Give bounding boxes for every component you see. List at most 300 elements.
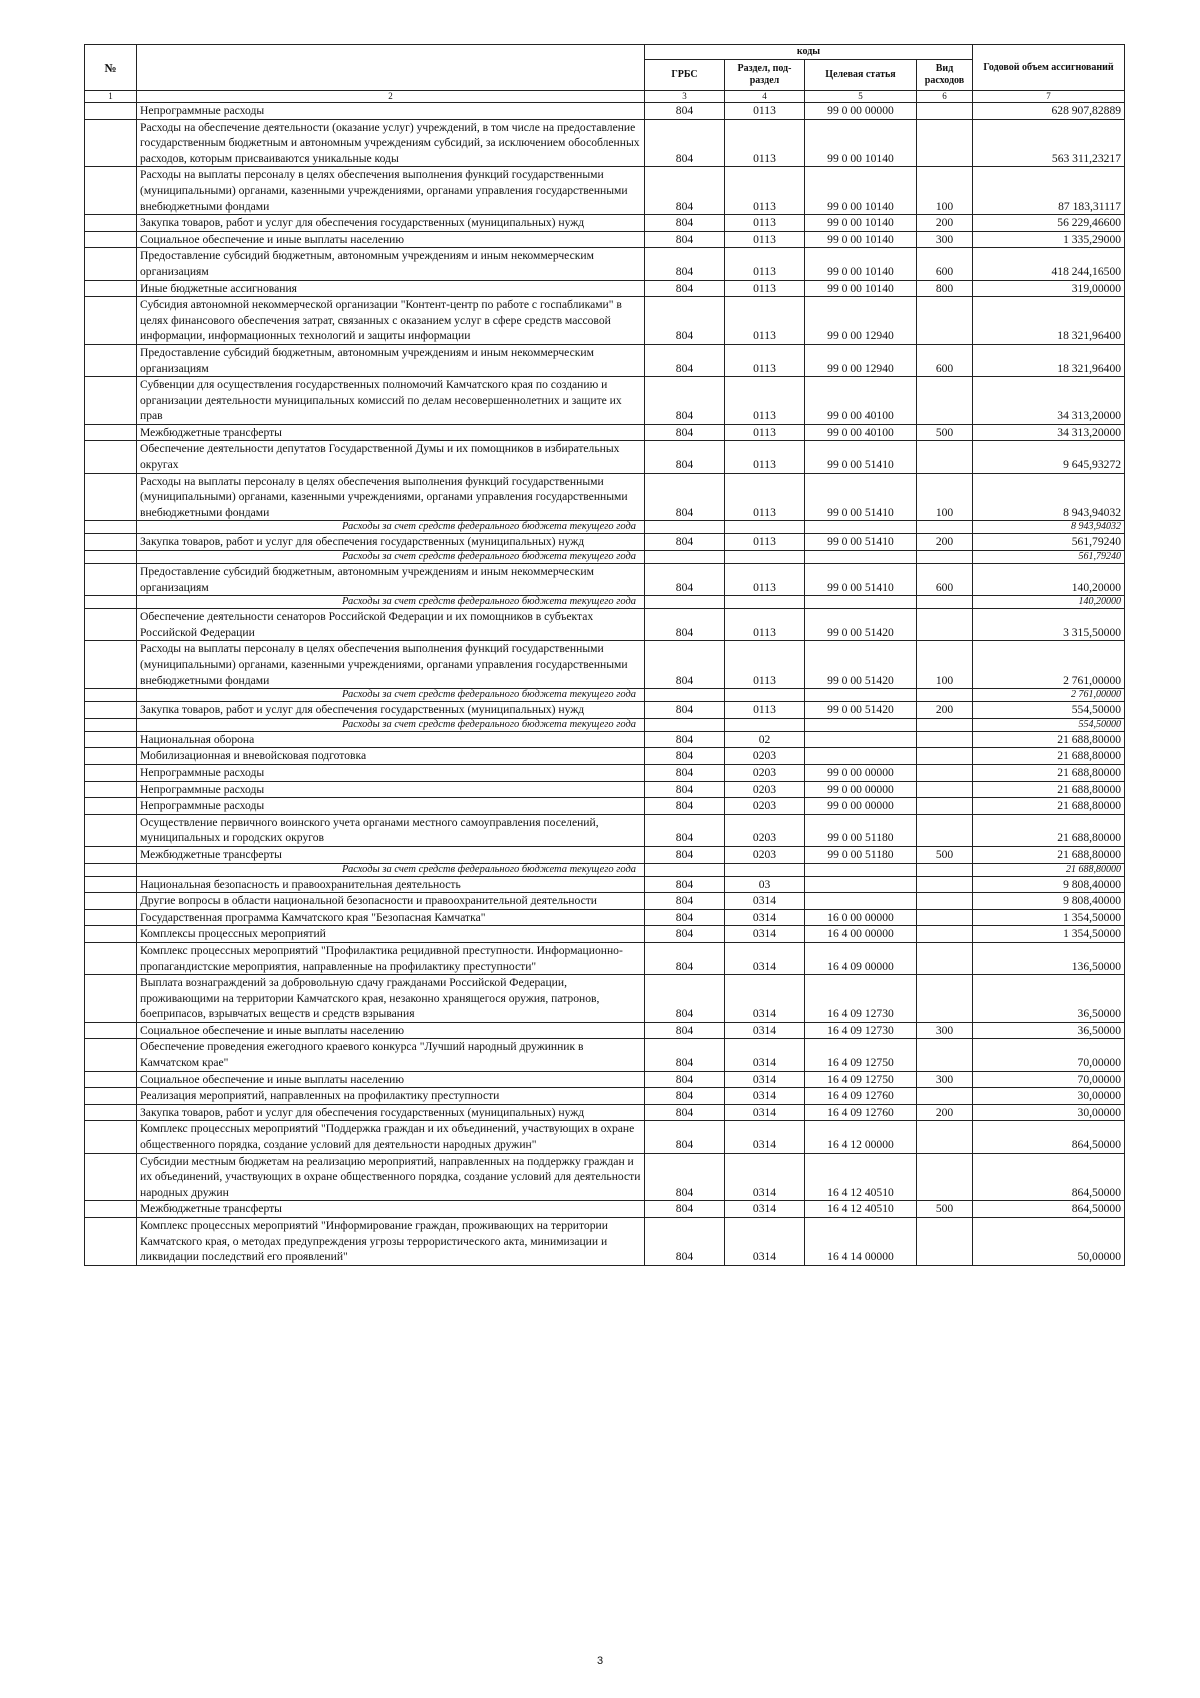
grbs-cell: 804 xyxy=(645,424,725,441)
grbs-cell: 804 xyxy=(645,1071,725,1088)
row-number-cell xyxy=(85,609,137,641)
target-article-cell: 99 0 00 51420 xyxy=(805,609,917,641)
grbs-cell: 804 xyxy=(645,1088,725,1105)
section-cell: 0113 xyxy=(725,702,805,719)
amount-cell: 36,50000 xyxy=(973,975,1125,1023)
column-number: 4 xyxy=(725,91,805,103)
section-cell xyxy=(725,863,805,876)
table-row xyxy=(85,641,1125,689)
amount-cell: 2 761,00000 xyxy=(973,689,1125,702)
target-article-cell xyxy=(805,893,917,910)
table-row xyxy=(85,1022,1125,1039)
grbs-cell: 804 xyxy=(645,564,725,596)
amount-cell: 21 688,80000 xyxy=(973,764,1125,781)
table-row xyxy=(85,702,1125,719)
grbs-cell xyxy=(645,596,725,609)
row-number-cell xyxy=(85,863,137,876)
description-cell: Субсидии местным бюджетам на реализацию мероприятий, направленных на поддержку граждан и их объединений, участвующих в охране общественного порядка, создание условий для деятельности народных дружин xyxy=(137,1153,645,1201)
expense-type-cell xyxy=(917,876,973,893)
expense-type-cell xyxy=(917,926,973,943)
expense-type-cell: 300 xyxy=(917,1071,973,1088)
section-cell: 0113 xyxy=(725,119,805,167)
amount-cell: 21 688,80000 xyxy=(973,798,1125,815)
target-article-cell xyxy=(805,551,917,564)
grbs-cell: 804 xyxy=(645,1201,725,1218)
grbs-cell: 804 xyxy=(645,248,725,280)
amount-cell: 70,00000 xyxy=(973,1071,1125,1088)
section-cell: 0113 xyxy=(725,473,805,521)
section-cell xyxy=(725,689,805,702)
grbs-cell: 804 xyxy=(645,215,725,232)
table-row xyxy=(85,1104,1125,1121)
row-number-cell xyxy=(85,975,137,1023)
table-row xyxy=(85,781,1125,798)
amount-cell: 9 808,40000 xyxy=(973,876,1125,893)
section-cell: 0314 xyxy=(725,1218,805,1266)
row-number-cell xyxy=(85,344,137,376)
table-row xyxy=(85,814,1125,846)
section-cell: 0314 xyxy=(725,926,805,943)
grbs-cell: 804 xyxy=(645,377,725,425)
description-cell: Предоставление субсидий бюджетным, автономным учреждениям и иным некоммерческим организациям xyxy=(137,564,645,596)
grbs-cell: 804 xyxy=(645,1104,725,1121)
amount-cell: 21 688,80000 xyxy=(973,863,1125,876)
budget-sheet xyxy=(84,44,1124,1266)
description-cell: Закупка товаров, работ и услуг для обеспечения государственных (муниципальных) нужд xyxy=(137,534,645,551)
amount-cell: 319,00000 xyxy=(973,280,1125,297)
row-number-cell xyxy=(85,1121,137,1153)
row-number-cell xyxy=(85,564,137,596)
expense-type-cell xyxy=(917,909,973,926)
description-cell: Расходы за счет средств федерального бюджета текущего года xyxy=(137,689,645,702)
expense-type-cell: 200 xyxy=(917,702,973,719)
grbs-header: ГРБС xyxy=(645,60,725,91)
description-cell: Другие вопросы в области национальной безопасности и правоохранительной деятельности xyxy=(137,893,645,910)
expense-type-cell xyxy=(917,764,973,781)
expense-type-cell: 500 xyxy=(917,1201,973,1218)
description-cell: Расходы за счет средств федерального бюджета текущего года xyxy=(137,551,645,564)
expense-type-cell xyxy=(917,893,973,910)
row-number-cell xyxy=(85,231,137,248)
table-row xyxy=(85,103,1125,120)
table-row xyxy=(85,344,1125,376)
expense-type-cell xyxy=(917,103,973,120)
description-cell: Реализация мероприятий, направленных на профилактику преступности xyxy=(137,1088,645,1105)
amount-cell: 56 229,46600 xyxy=(973,215,1125,232)
amount-cell: 136,50000 xyxy=(973,942,1125,974)
row-number-cell xyxy=(85,215,137,232)
row-number-cell xyxy=(85,1153,137,1201)
section-cell: 0113 xyxy=(725,344,805,376)
expense-type-cell: 500 xyxy=(917,846,973,863)
expense-type-cell xyxy=(917,1218,973,1266)
row-number-cell xyxy=(85,702,137,719)
amount-cell: 18 321,96400 xyxy=(973,344,1125,376)
row-number-cell xyxy=(85,119,137,167)
table-row xyxy=(85,280,1125,297)
target-article-cell xyxy=(805,863,917,876)
row-number-cell xyxy=(85,798,137,815)
description-cell: Обеспечение проведения ежегодного краевого конкурса "Лучший народный дружинник в Камчатском крае" xyxy=(137,1039,645,1071)
grbs-cell xyxy=(645,689,725,702)
description-cell: Комплекс процессных мероприятий "Профилактика рецидивной преступности. Информационно-пропагандистские мероприятия, направленные на профилактику преступности" xyxy=(137,942,645,974)
table-row xyxy=(85,748,1125,765)
expense-type-cell xyxy=(917,975,973,1023)
grbs-cell: 804 xyxy=(645,473,725,521)
section-cell xyxy=(725,551,805,564)
expense-type-cell xyxy=(917,1088,973,1105)
expense-type-cell: 500 xyxy=(917,424,973,441)
expense-type-cell xyxy=(917,551,973,564)
table-row xyxy=(85,564,1125,596)
target-article-cell: 99 0 00 10140 xyxy=(805,167,917,215)
grbs-cell xyxy=(645,551,725,564)
section-cell: 0113 xyxy=(725,424,805,441)
grbs-cell: 804 xyxy=(645,167,725,215)
row-number-cell xyxy=(85,942,137,974)
description-cell: Расходы за счет средств федерального бюджета текущего года xyxy=(137,718,645,731)
section-cell: 0113 xyxy=(725,534,805,551)
expense-type-cell xyxy=(917,1039,973,1071)
header-row-1 xyxy=(85,45,1125,60)
column-number: 3 xyxy=(645,91,725,103)
description-cell: Социальное обеспечение и иные выплаты населению xyxy=(137,1071,645,1088)
grbs-cell: 804 xyxy=(645,231,725,248)
target-article-cell xyxy=(805,521,917,534)
target-article-cell: 16 0 00 00000 xyxy=(805,909,917,926)
description-cell: Субсидия автономной некоммерческой организации "Контент-центр по работе с госпабликами" в целях финансового обеспечения затрат, связанных с оказанием услуг в сфере средств массовой информации, информационных технологий и защиты информации xyxy=(137,297,645,345)
expense-type-cell: 100 xyxy=(917,641,973,689)
table-row xyxy=(85,1071,1125,1088)
expense-type-cell xyxy=(917,596,973,609)
expense-type-cell xyxy=(917,718,973,731)
expense-type-cell xyxy=(917,731,973,748)
exp-type-header: Вид расходов xyxy=(917,60,973,91)
amount-cell: 30,00000 xyxy=(973,1088,1125,1105)
section-cell: 03 xyxy=(725,876,805,893)
description-cell: Выплата вознаграждений за добровольную сдачу гражданами Российской Федерации, проживающими на территории Камчатского края, незаконно хранящегося оружия, патронов, боеприпасов, взрывчатых веществ и средств взрывания xyxy=(137,975,645,1023)
description-cell: Закупка товаров, работ и услуг для обеспечения государственных (муниципальных) нужд xyxy=(137,215,645,232)
row-number-cell xyxy=(85,1022,137,1039)
target-article-cell: 99 0 00 10140 xyxy=(805,119,917,167)
target-article-cell: 99 0 00 00000 xyxy=(805,781,917,798)
description-cell: Национальная оборона xyxy=(137,731,645,748)
section-cell: 0203 xyxy=(725,798,805,815)
grbs-cell: 804 xyxy=(645,609,725,641)
row-number-cell xyxy=(85,846,137,863)
amount-cell: 50,00000 xyxy=(973,1218,1125,1266)
expense-type-cell: 600 xyxy=(917,248,973,280)
expense-type-cell: 800 xyxy=(917,280,973,297)
target-article-cell: 16 4 00 00000 xyxy=(805,926,917,943)
note-row xyxy=(85,863,1125,876)
section-cell: 0203 xyxy=(725,764,805,781)
expense-type-cell xyxy=(917,1153,973,1201)
section-cell: 0113 xyxy=(725,564,805,596)
target-article-cell: 99 0 00 10140 xyxy=(805,248,917,280)
expense-type-cell xyxy=(917,814,973,846)
description-cell: Межбюджетные трансферты xyxy=(137,1201,645,1218)
description-cell: Иные бюджетные ассигнования xyxy=(137,280,645,297)
description-cell: Расходы за счет средств федерального бюджета текущего года xyxy=(137,521,645,534)
table-row xyxy=(85,167,1125,215)
row-number-cell xyxy=(85,689,137,702)
amount-cell: 34 313,20000 xyxy=(973,424,1125,441)
amount-cell: 554,50000 xyxy=(973,702,1125,719)
expense-type-cell: 100 xyxy=(917,167,973,215)
target-article-cell: 99 0 00 51410 xyxy=(805,441,917,473)
expense-type-cell xyxy=(917,942,973,974)
page-number: 3 xyxy=(596,1655,604,1667)
row-number-cell xyxy=(85,764,137,781)
grbs-cell: 804 xyxy=(645,975,725,1023)
section-cell: 0113 xyxy=(725,441,805,473)
grbs-cell xyxy=(645,718,725,731)
amount-cell: 70,00000 xyxy=(973,1039,1125,1071)
table-row xyxy=(85,1039,1125,1071)
column-number-row xyxy=(85,91,1125,103)
section-cell: 0314 xyxy=(725,1088,805,1105)
expense-type-cell: 100 xyxy=(917,473,973,521)
table-row xyxy=(85,876,1125,893)
target-article-cell: 99 0 00 51410 xyxy=(805,534,917,551)
table-row xyxy=(85,798,1125,815)
expense-type-cell xyxy=(917,441,973,473)
target-article-cell: 99 0 00 00000 xyxy=(805,798,917,815)
target-article-cell: 16 4 09 00000 xyxy=(805,942,917,974)
amount-cell: 1 354,50000 xyxy=(973,909,1125,926)
amount-cell: 864,50000 xyxy=(973,1153,1125,1201)
table-row xyxy=(85,119,1125,167)
column-number: 7 xyxy=(973,91,1125,103)
row-number-cell xyxy=(85,167,137,215)
row-number-cell xyxy=(85,641,137,689)
expense-type-cell xyxy=(917,863,973,876)
description-cell: Непрограммные расходы xyxy=(137,781,645,798)
grbs-cell: 804 xyxy=(645,1022,725,1039)
section-cell: 0314 xyxy=(725,1201,805,1218)
grbs-cell: 804 xyxy=(645,119,725,167)
target-header: Целевая статья xyxy=(805,60,917,91)
grbs-cell: 804 xyxy=(645,1153,725,1201)
note-row xyxy=(85,551,1125,564)
table-row xyxy=(85,231,1125,248)
table-row xyxy=(85,215,1125,232)
target-article-cell: 16 4 09 12760 xyxy=(805,1104,917,1121)
expense-type-cell: 300 xyxy=(917,231,973,248)
description-cell: Комплексы процессных мероприятий xyxy=(137,926,645,943)
column-number: 1 xyxy=(85,91,137,103)
target-article-cell: 99 0 00 10140 xyxy=(805,231,917,248)
annual-header: Годовой объем ассигнований xyxy=(973,45,1125,91)
description-cell: Комплекс процессных мероприятий "Информирование граждан, проживающих на территории Камчатского края, о методах предупреждения угрозы террористического акта, минимизации и ликвидации последствий его проявлений" xyxy=(137,1218,645,1266)
table-body xyxy=(85,103,1125,1266)
column-number: 2 xyxy=(137,91,645,103)
section-cell xyxy=(725,718,805,731)
amount-cell: 8 943,94032 xyxy=(973,521,1125,534)
target-article-cell: 16 4 12 40510 xyxy=(805,1153,917,1201)
section-cell: 0113 xyxy=(725,103,805,120)
table-row xyxy=(85,1088,1125,1105)
expense-type-cell xyxy=(917,119,973,167)
target-article-cell: 99 0 00 51180 xyxy=(805,846,917,863)
col-desc-header xyxy=(137,45,645,91)
table-row xyxy=(85,731,1125,748)
expense-type-cell: 200 xyxy=(917,1104,973,1121)
table-row xyxy=(85,975,1125,1023)
row-number-cell xyxy=(85,876,137,893)
description-cell: Комплекс процессных мероприятий "Поддержка граждан и их объединений, участвующих в охране общественного порядка, создание условий для деятельности народных дружин" xyxy=(137,1121,645,1153)
description-cell: Закупка товаров, работ и услуг для обеспечения государственных (муниципальных) нужд xyxy=(137,702,645,719)
expense-type-cell xyxy=(917,377,973,425)
table-row xyxy=(85,764,1125,781)
target-article-cell: 99 0 00 51410 xyxy=(805,473,917,521)
section-cell: 0113 xyxy=(725,215,805,232)
expense-type-cell xyxy=(917,689,973,702)
row-number-cell xyxy=(85,1039,137,1071)
section-cell: 0113 xyxy=(725,231,805,248)
section-cell xyxy=(725,596,805,609)
section-cell: 0113 xyxy=(725,167,805,215)
description-cell: Социальное обеспечение и иные выплаты населению xyxy=(137,1022,645,1039)
row-number-cell xyxy=(85,551,137,564)
target-article-cell: 16 4 14 00000 xyxy=(805,1218,917,1266)
section-cell: 0314 xyxy=(725,1039,805,1071)
description-cell: Субвенции для осуществления государственных полномочий Камчатского края по созданию и организации деятельности муниципальных комиссий по делам несовершеннолетних и защите их прав xyxy=(137,377,645,425)
note-row xyxy=(85,718,1125,731)
row-number-cell xyxy=(85,1218,137,1266)
row-number-cell xyxy=(85,731,137,748)
grbs-cell: 804 xyxy=(645,297,725,345)
grbs-cell: 804 xyxy=(645,731,725,748)
section-cell: 0314 xyxy=(725,975,805,1023)
amount-cell: 3 315,50000 xyxy=(973,609,1125,641)
row-number-cell xyxy=(85,521,137,534)
table-row xyxy=(85,942,1125,974)
amount-cell: 36,50000 xyxy=(973,1022,1125,1039)
table-row xyxy=(85,1121,1125,1153)
amount-cell: 140,20000 xyxy=(973,564,1125,596)
expense-type-cell xyxy=(917,297,973,345)
description-cell: Мобилизационная и вневойсковая подготовка xyxy=(137,748,645,765)
target-article-cell: 99 0 00 51180 xyxy=(805,814,917,846)
target-article-cell: 99 0 00 40100 xyxy=(805,377,917,425)
expense-type-cell: 600 xyxy=(917,344,973,376)
row-number-cell xyxy=(85,814,137,846)
grbs-cell: 804 xyxy=(645,1039,725,1071)
description-cell: Обеспечение деятельности депутатов Государственной Думы и их помощников в избирательных округах xyxy=(137,441,645,473)
amount-cell: 21 688,80000 xyxy=(973,781,1125,798)
table-row xyxy=(85,1153,1125,1201)
target-article-cell xyxy=(805,689,917,702)
grbs-cell: 804 xyxy=(645,1218,725,1266)
description-cell: Расходы на выплаты персоналу в целях обеспечения выполнения функций государственными (муниципальными) органами, казенными учреждениями, органами управления государственными внебюджетными фондами xyxy=(137,473,645,521)
amount-cell: 561,79240 xyxy=(973,551,1125,564)
grbs-cell: 804 xyxy=(645,909,725,926)
section-cell: 0314 xyxy=(725,1104,805,1121)
table-row xyxy=(85,441,1125,473)
table-row xyxy=(85,424,1125,441)
row-number-cell xyxy=(85,103,137,120)
description-cell: Предоставление субсидий бюджетным, автономным учреждениям и иным некоммерческим организациям xyxy=(137,248,645,280)
target-article-cell: 99 0 00 51410 xyxy=(805,564,917,596)
section-cell: 0203 xyxy=(725,781,805,798)
col-num-header: № xyxy=(85,45,137,91)
table-row xyxy=(85,297,1125,345)
amount-cell: 21 688,80000 xyxy=(973,748,1125,765)
target-article-cell xyxy=(805,731,917,748)
amount-cell: 8 943,94032 xyxy=(973,473,1125,521)
note-row xyxy=(85,596,1125,609)
row-number-cell xyxy=(85,926,137,943)
description-cell: Национальная безопасность и правоохранительная деятельность xyxy=(137,876,645,893)
amount-cell: 9 645,93272 xyxy=(973,441,1125,473)
description-cell: Межбюджетные трансферты xyxy=(137,846,645,863)
row-number-cell xyxy=(85,534,137,551)
row-number-cell xyxy=(85,781,137,798)
amount-cell: 864,50000 xyxy=(973,1121,1125,1153)
column-number: 6 xyxy=(917,91,973,103)
description-cell: Расходы на обеспечение деятельности (оказание услуг) учреждений, в том числе на предоставление государственным бюджетным и автономным учреждениям субсидий, за исключением обособленных расходов, которым присваиваются уникальные коды xyxy=(137,119,645,167)
expense-type-cell xyxy=(917,781,973,798)
row-number-cell xyxy=(85,473,137,521)
target-article-cell xyxy=(805,748,917,765)
column-number: 5 xyxy=(805,91,917,103)
target-article-cell xyxy=(805,718,917,731)
grbs-cell: 804 xyxy=(645,764,725,781)
expense-type-cell: 600 xyxy=(917,564,973,596)
table-row xyxy=(85,893,1125,910)
grbs-cell: 804 xyxy=(645,534,725,551)
grbs-cell: 804 xyxy=(645,280,725,297)
section-cell: 0314 xyxy=(725,942,805,974)
section-cell xyxy=(725,521,805,534)
grbs-cell: 804 xyxy=(645,1121,725,1153)
amount-cell: 1 354,50000 xyxy=(973,926,1125,943)
target-article-cell: 99 0 00 51420 xyxy=(805,641,917,689)
section-cell: 0113 xyxy=(725,248,805,280)
section-cell: 0113 xyxy=(725,377,805,425)
table-row xyxy=(85,534,1125,551)
description-cell: Расходы за счет средств федерального бюджета текущего года xyxy=(137,863,645,876)
section-cell: 0314 xyxy=(725,1153,805,1201)
table-row xyxy=(85,1201,1125,1218)
amount-cell: 87 183,31117 xyxy=(973,167,1125,215)
grbs-cell xyxy=(645,863,725,876)
target-article-cell: 99 0 00 12940 xyxy=(805,297,917,345)
grbs-cell: 804 xyxy=(645,798,725,815)
grbs-cell: 804 xyxy=(645,702,725,719)
expense-type-cell: 200 xyxy=(917,215,973,232)
target-article-cell: 16 4 09 12750 xyxy=(805,1039,917,1071)
grbs-cell: 804 xyxy=(645,344,725,376)
expense-type-cell xyxy=(917,521,973,534)
amount-cell: 21 688,80000 xyxy=(973,814,1125,846)
section-cell: 0203 xyxy=(725,748,805,765)
target-article-cell: 99 0 00 00000 xyxy=(805,764,917,781)
description-cell: Социальное обеспечение и иные выплаты населению xyxy=(137,231,645,248)
row-number-cell xyxy=(85,424,137,441)
section-cell: 02 xyxy=(725,731,805,748)
grbs-cell: 804 xyxy=(645,893,725,910)
expense-type-cell: 200 xyxy=(917,534,973,551)
section-cell: 0113 xyxy=(725,641,805,689)
target-article-cell: 16 4 09 12730 xyxy=(805,975,917,1023)
amount-cell: 628 907,82889 xyxy=(973,103,1125,120)
grbs-cell: 804 xyxy=(645,926,725,943)
amount-cell: 18 321,96400 xyxy=(973,297,1125,345)
target-article-cell: 16 4 09 12760 xyxy=(805,1088,917,1105)
